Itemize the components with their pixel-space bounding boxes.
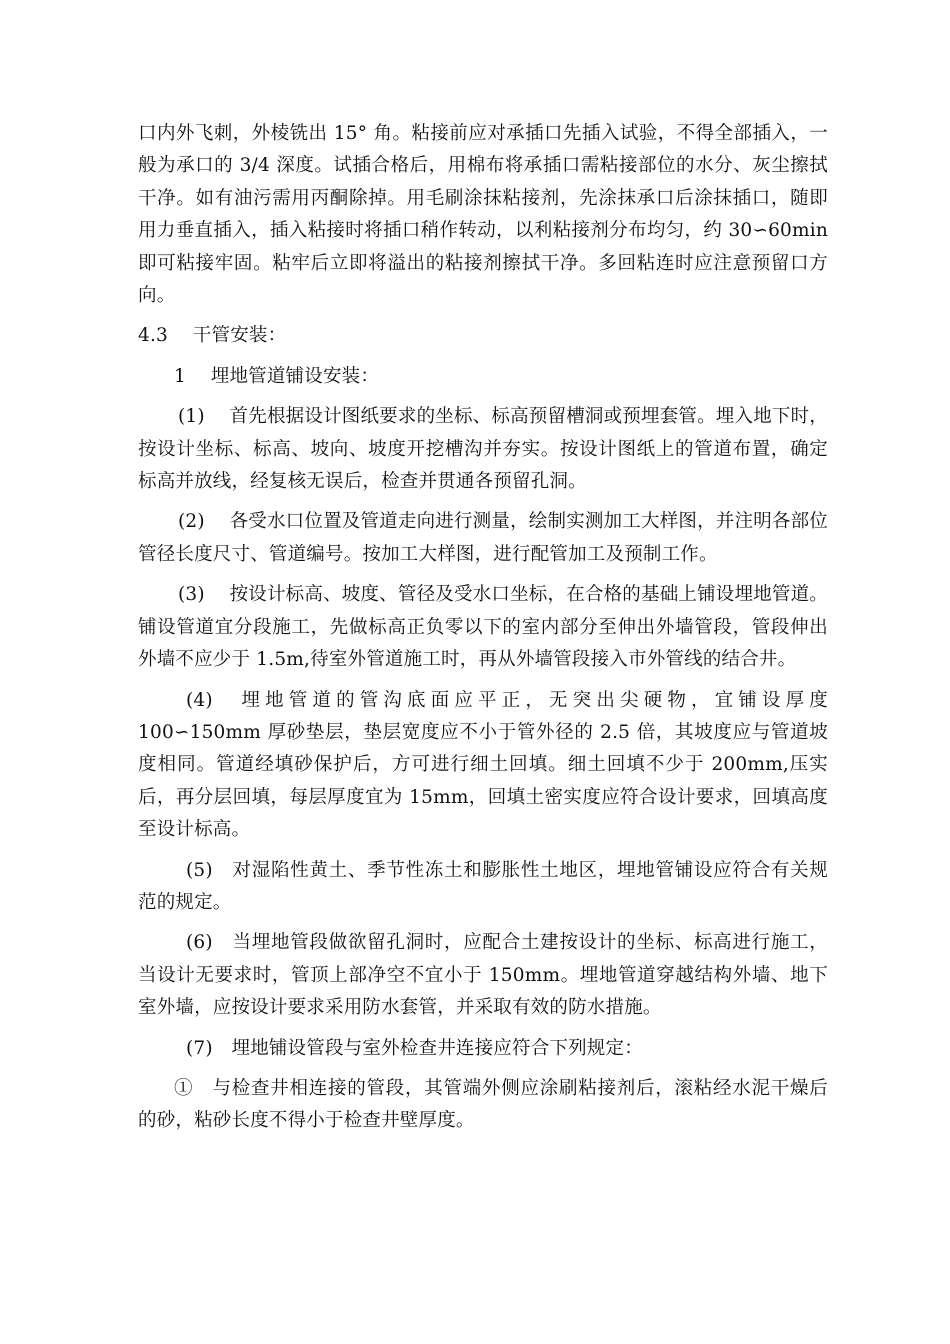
paragraph-pipe-bonding: 口内外飞刺，外棱铣出 15° 角。粘接前应对承插口先插入试验，不得全部插入，一般为承口的 3/4 深度。试插合格后，用棉布将承插口需粘接部位的水分、灰尘擦拭干净。如有油污需用丙酮除掉。用毛刷涂抹粘接剂，先涂抹承口后涂抹插口，随即用力垂直插入，插入粘接时将插口稍作转动，以利粘接剂分布均匀，约 30∽60min 即可粘接牢固。粘牢后立即将溢出的粘接剂擦拭干净。多回粘连时应注意预留口方向。 [138,123,828,307]
list-item-5: (5) 对湿陷性黄土、季节性冻土和膨胀性土地区，埋地管铺设应符合有关规范的规定。 [138,859,828,913]
list-item-7: (7) 埋地铺设管段与室外检查井连接应符合下列规定： [186,1037,643,1059]
subsection-heading-buried-pipe: 1 埋地管道铺设安装： [174,365,380,387]
list-subitem-circled-1: ① 与检查井相连接的管段，其管端外侧应涂刷粘接剂后，滚粘经水泥干燥后的砂，粘砂长度不得小于检查井壁厚度。 [138,1077,828,1132]
list-item-6: (6) 当埋地管段做欲留孔洞时，应配合土建按设计的坐标、标高进行施工，当设计无要求时，管顶上部净空不宜小于 150mm。埋地管道穿越结构外墙、地下室外墙，应按设计要求采用防水套管，并采取有效的防水措施。 [138,932,828,1019]
list-item-4: (4) 埋地管道的管沟底面应平正，无突出尖硬物，宜铺设厚度 100∽150mm 厚砂垫层，垫层宽度应不小于管外径的 2.5 倍，其坡度应与管道坡度相同。管道经填砂保护后，方可进行细土回填。细土回填不少于 200mm,压实后，再分层回填，每层厚度宜为 15mm，回填土密实度应符合设计要求，回填高度至设计标高。 [138,689,828,841]
document-body [138,118,828,1138]
list-item-3: (3) 按设计标高、坡度、管径及受水口坐标，在合格的基础上铺设埋地管道。铺设管道宜分段施工，先做标高正负零以下的室内部分至伸出外墙管段，管段伸出外墙不应少于 1.5m,待室外管道施工时，再从外墙管段接入市外管线的结合井。 [138,584,828,671]
list-item-2: (2) 各受水口位置及管道走向进行测量，绘制实测加工大样图，并注明各部位管径长度尺寸、管道编号。按加工大样图，进行配管加工及预制工作。 [138,511,828,565]
section-heading-main-pipe: 4.3 干管安装： [138,325,287,347]
list-item-1: (1) 首先根据设计图纸要求的坐标、标高预留槽洞或预埋套管。埋入地下时，按设计坐标、标高、坡向、坡度开挖槽沟并夯实。按设计图纸上的管道布置，确定标高并放线，经复核无误后，检查并贯通各预留孔洞。 [138,406,828,493]
